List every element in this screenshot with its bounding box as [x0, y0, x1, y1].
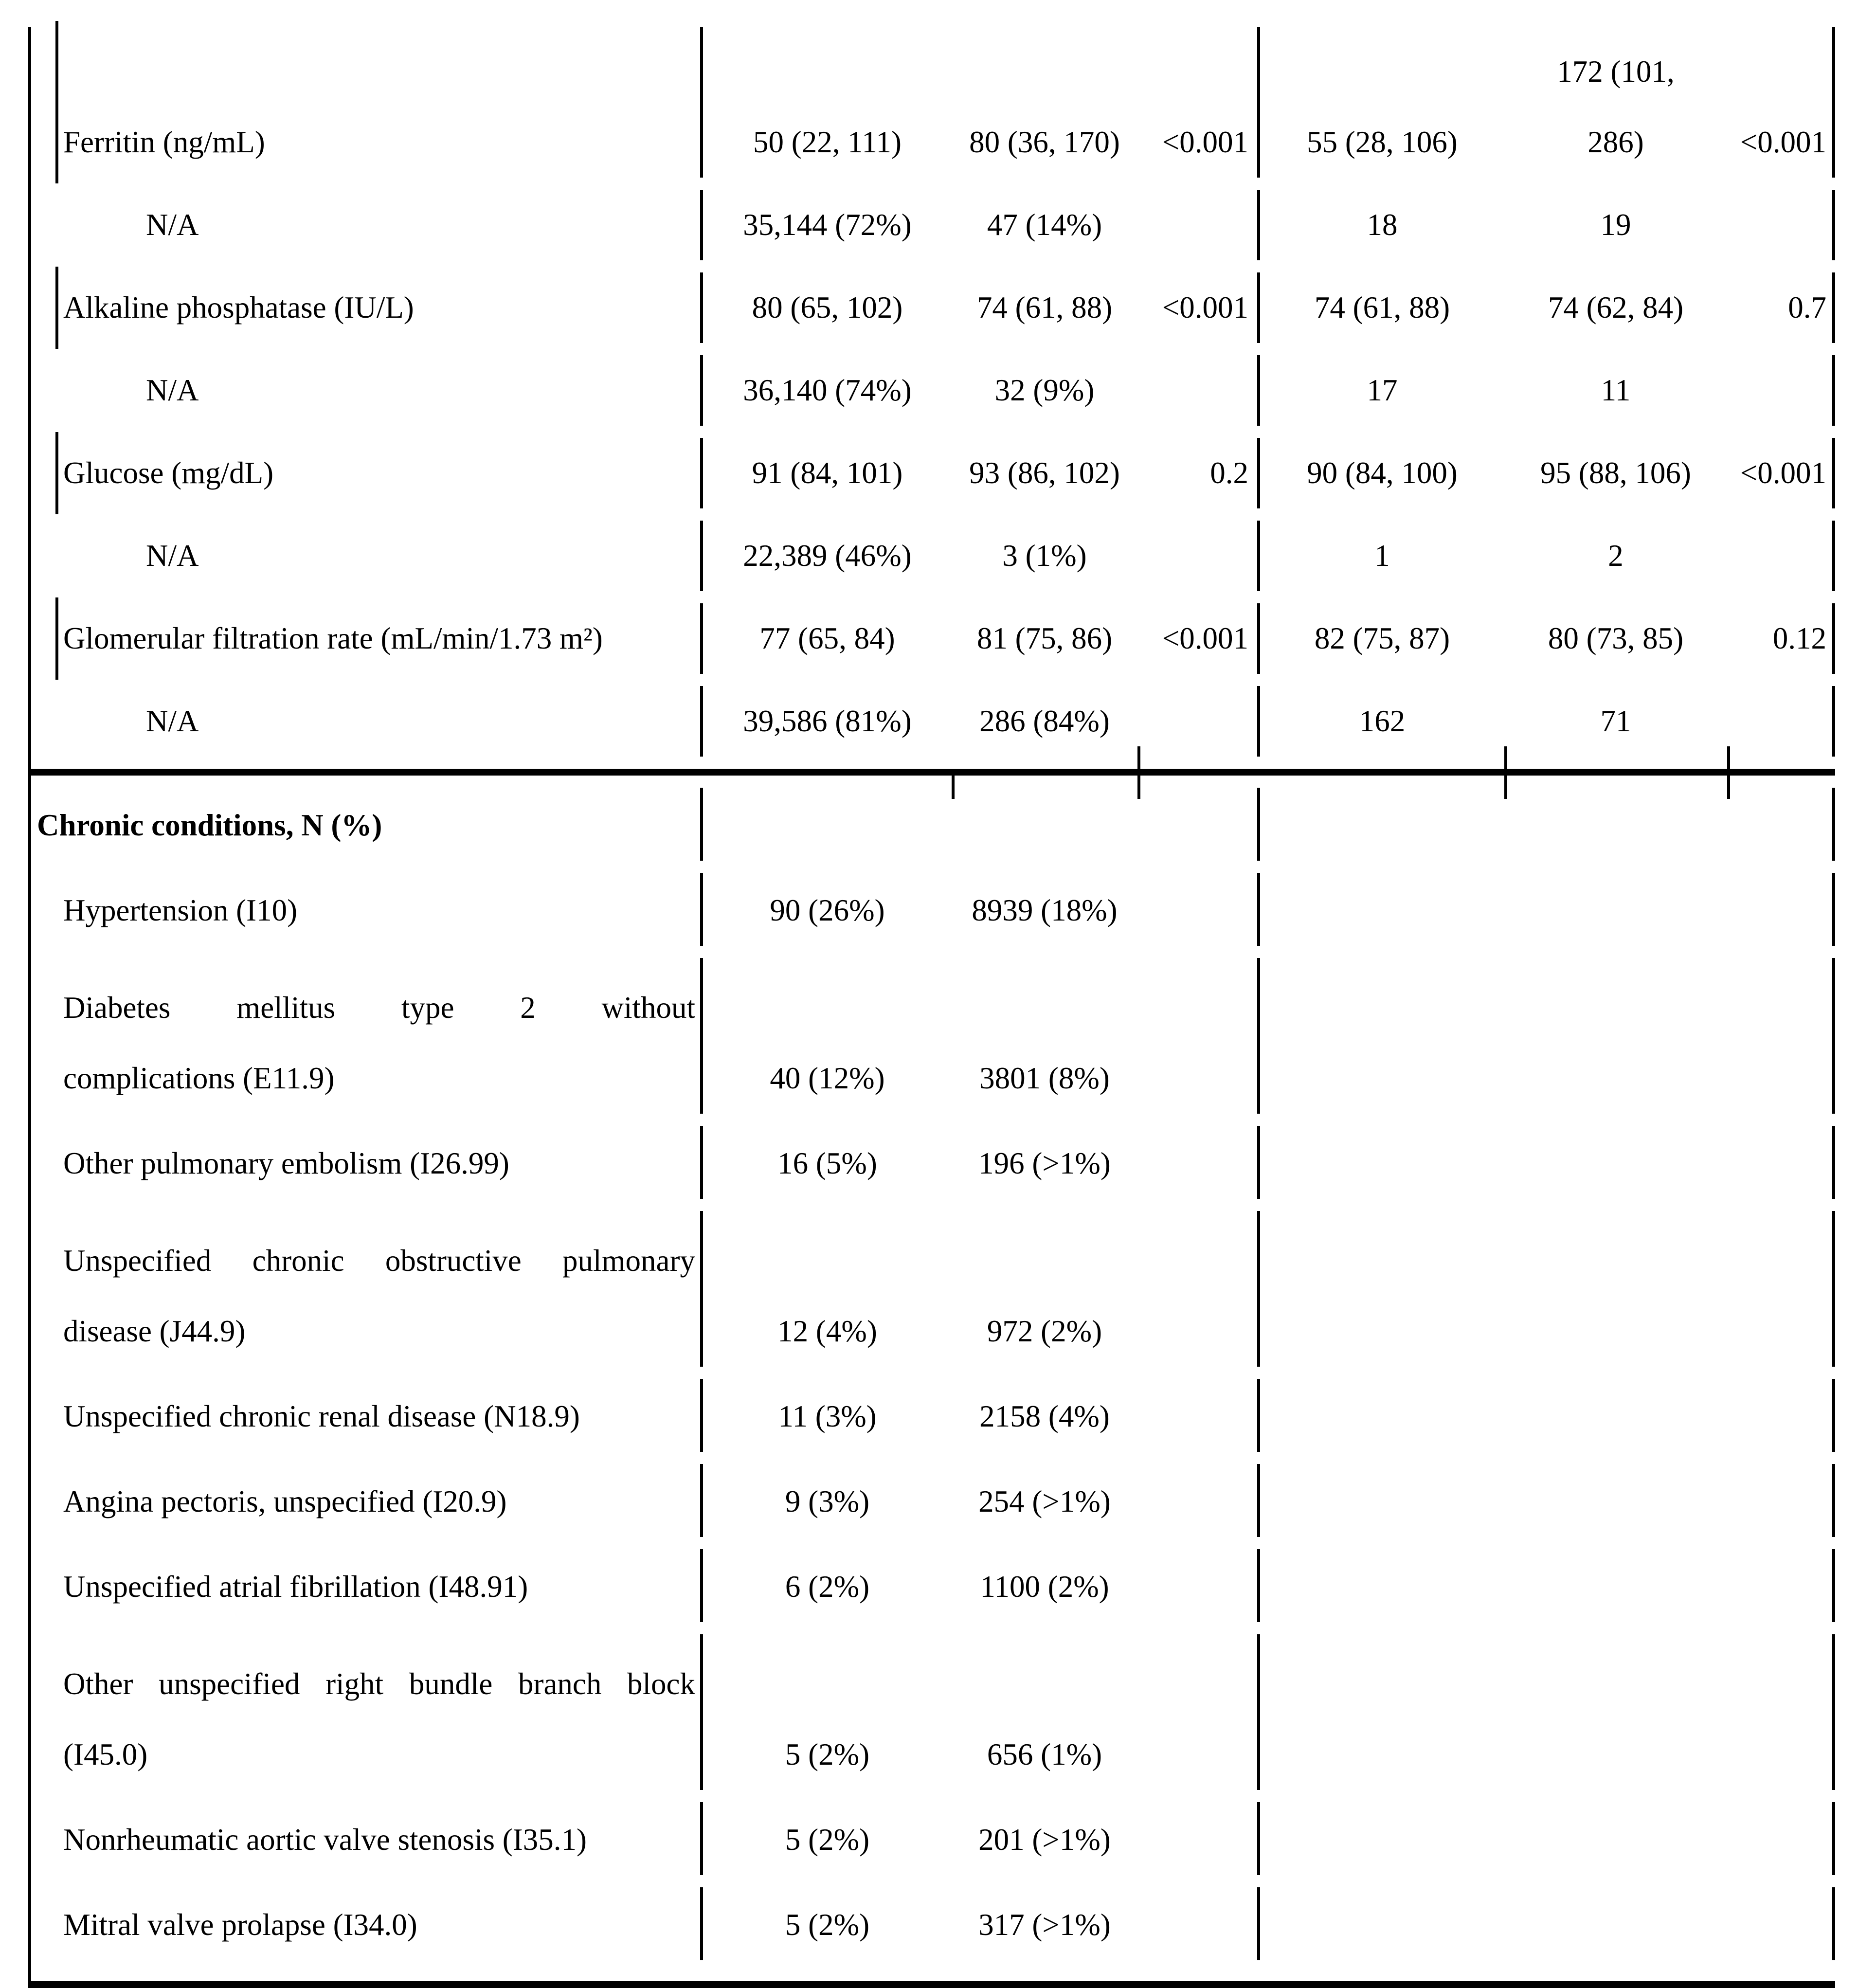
count-pct-cell: 201 (>1%): [978, 1823, 1111, 1857]
row-label-cell: [28, 686, 700, 757]
count-pct-cell: 9 (3%): [700, 1464, 952, 1537]
count-pct-cell: 6 (2%): [700, 1549, 952, 1622]
empty-cell: [1137, 1549, 1257, 1622]
p-value-cell: <0.001: [1727, 27, 1835, 178]
row-label-cell: [28, 1211, 700, 1367]
empty-cell: [1504, 1887, 1727, 1960]
row-label-cell: [28, 355, 700, 426]
empty-cell: [1137, 1464, 1257, 1537]
median-iqr-cell: [1504, 603, 1727, 674]
median-iqr-cell: 80 (36, 170): [969, 125, 1120, 159]
count-pct-cell: 196 (>1%): [978, 1146, 1111, 1180]
table-row-bundle-branch-block: [28, 1634, 1835, 1790]
table-row-diabetes: [28, 958, 1835, 1114]
row-label-cell: [28, 958, 700, 1114]
row-label: Unspecified atrial fibrillation (I48.91): [63, 1570, 528, 1604]
empty-cell: [1257, 788, 1504, 861]
value-line-2: 286): [1587, 125, 1644, 159]
p-value-cell: [1727, 355, 1835, 426]
p-value-cell: 0.2: [1210, 456, 1248, 490]
row-label-cell: [28, 1802, 700, 1875]
row-label: Nonrheumatic aortic valve stenosis (I35.1): [63, 1823, 587, 1857]
empty-cell: [1504, 1126, 1727, 1199]
table-row-renal-disease: [28, 1379, 1835, 1452]
empty-cell: [1257, 1379, 1504, 1452]
row-label-cell: [28, 438, 700, 508]
count-pct-cell: 16 (5%): [700, 1126, 952, 1199]
p-value-cell: [1727, 686, 1835, 757]
count-cell: 162: [1257, 686, 1504, 757]
table-row-alkaline-phosphatase: [28, 272, 1835, 343]
empty-cell: [1504, 1379, 1727, 1452]
empty-cell: [1504, 1464, 1727, 1537]
row-label-cell: [28, 1549, 700, 1622]
empty-cell: [1504, 873, 1727, 946]
median-iqr-cell: 74 (61, 88): [1257, 272, 1504, 343]
median-iqr-cell: 82 (75, 87): [1257, 603, 1504, 674]
row-label: N/A: [146, 208, 199, 242]
count-pct-cell: 3801 (8%): [979, 1061, 1110, 1095]
row-label-cell: [28, 521, 700, 591]
characteristics-table-continuation: [28, 0, 1835, 1988]
count-cell: 3 (1%): [1002, 539, 1087, 573]
empty-cell: [1137, 1887, 1257, 1960]
p-value-cell: <0.001: [1162, 290, 1248, 325]
empty-cell: [1137, 788, 1257, 861]
empty-cell: [1727, 1887, 1835, 1960]
table-row-glucose: [28, 438, 1835, 508]
value-line-1: 2: [1608, 539, 1623, 573]
empty-cell: [1257, 1802, 1504, 1875]
p-value-cell: <0.001: [1162, 621, 1248, 655]
empty-cell: [1727, 958, 1835, 1114]
empty-cell: [1257, 1549, 1504, 1622]
row-label: N/A: [146, 704, 199, 738]
count-cell: 18: [1257, 190, 1504, 260]
count-cell: 286 (84%): [979, 704, 1110, 738]
table-row-ferritin-na: [28, 190, 1835, 260]
count-cell: [1504, 190, 1727, 260]
table-row-mitral-valve-prolapse: [28, 1887, 1835, 1960]
median-iqr-cell: 81 (75, 86): [976, 621, 1113, 655]
table-row-pulmonary-embolism: [28, 1126, 1835, 1199]
row-label: Unspecified chronic renal disease (N18.9): [63, 1399, 580, 1433]
median-iqr-cell: 90 (84, 100): [1257, 438, 1504, 508]
empty-cell: [1727, 1802, 1835, 1875]
row-label-cell: [28, 272, 700, 343]
count-cell: 35,144 (72%): [700, 190, 952, 260]
count-pct-cell: 254 (>1%): [978, 1484, 1111, 1518]
count-cell: [1504, 521, 1727, 591]
p-value-cell: [1727, 521, 1835, 591]
count-cell: [1504, 686, 1727, 757]
row-label-line-2: (I45.0): [63, 1737, 148, 1771]
value-line-1: 95 (88, 106): [1540, 456, 1691, 490]
p-value-cell: <0.001: [1162, 125, 1248, 159]
empty-cell: [1504, 1634, 1727, 1790]
count-pct-cell: 90 (26%): [700, 873, 952, 946]
median-iqr-cell: [1504, 27, 1727, 178]
median-iqr-cell: 91 (84, 101): [700, 438, 952, 508]
empty-cell: [1727, 1549, 1835, 1622]
empty-cell: [1137, 873, 1257, 946]
count-pct-cell: 656 (1%): [987, 1737, 1102, 1771]
empty-cell: [1504, 1549, 1727, 1622]
count-cell: 36,140 (74%): [700, 355, 952, 426]
count-cell: 22,389 (46%): [700, 521, 952, 591]
row-label-cell: [28, 603, 700, 674]
median-iqr-cell: 55 (28, 106): [1257, 27, 1504, 178]
table-row-glucose-na: [28, 521, 1835, 591]
empty-cell: [1257, 1887, 1504, 1960]
table-row-gfr-na: [28, 686, 1835, 757]
p-value-cell: [1137, 190, 1257, 260]
p-value-cell: [1727, 190, 1835, 260]
row-label: N/A: [146, 539, 199, 573]
table-row-angina: [28, 1464, 1835, 1537]
row-label-cell: [28, 1887, 700, 1960]
empty-cell: [1727, 1379, 1835, 1452]
empty-cell: [1727, 1126, 1835, 1199]
row-label: Angina pectoris, unspecified (I20.9): [63, 1484, 507, 1518]
count-cell: 17: [1257, 355, 1504, 426]
empty-cell: [1257, 1634, 1504, 1790]
empty-cell: [1137, 1126, 1257, 1199]
median-iqr-cell: [1504, 438, 1727, 508]
p-value-cell: 0.12: [1727, 603, 1835, 674]
empty-cell: [1727, 788, 1835, 861]
count-pct-cell: 972 (2%): [987, 1314, 1102, 1348]
row-label-line-1: Unspecified chronic obstructive pulmonary: [63, 1244, 695, 1278]
empty-cell: [1257, 1126, 1504, 1199]
median-iqr-cell: [1504, 272, 1727, 343]
row-label-cell: [28, 1634, 700, 1790]
empty-cell: [1257, 1211, 1504, 1367]
empty-cell: [1727, 1464, 1835, 1537]
empty-cell: [1504, 958, 1727, 1114]
row-label: Mitral valve prolapse (I34.0): [63, 1908, 417, 1942]
count-pct-cell: 2158 (4%): [979, 1399, 1110, 1433]
row-label-cell: [28, 1379, 700, 1452]
table-row-alkaline-na: [28, 355, 1835, 426]
row-label: Ferritin (ng/mL): [63, 125, 265, 159]
row-label: Hypertension (I10): [63, 893, 298, 927]
value-line-1: 74 (62, 84): [1548, 290, 1684, 325]
empty-cell: [1257, 1464, 1504, 1537]
row-label: Glucose (mg/dL): [63, 456, 274, 490]
count-pct-cell: 8939 (18%): [972, 893, 1118, 927]
empty-cell: [1137, 958, 1257, 1114]
count-pct-cell: 317 (>1%): [978, 1908, 1111, 1942]
empty-cell: [1727, 1211, 1835, 1367]
p-value-cell: 0.7: [1727, 272, 1835, 343]
value-line-1: 19: [1600, 208, 1631, 242]
table-row-ferritin: [28, 27, 1835, 178]
value-line-1: 172 (101,: [1557, 54, 1675, 89]
count-cell: 39,586 (81%): [700, 686, 952, 757]
empty-cell: [1257, 958, 1504, 1114]
row-label: Other pulmonary embolism (I26.99): [63, 1146, 509, 1180]
count-pct-cell: 5 (2%): [700, 1802, 952, 1875]
row-label-line-1: Other unspecified right bundle branch block: [63, 1667, 695, 1701]
row-label: Glomerular filtration rate (mL/min/1.73 m²): [63, 621, 603, 655]
table-row-gfr: [28, 603, 1835, 674]
chronic-conditions-section: [28, 776, 1835, 1972]
p-value-cell: <0.001: [1727, 438, 1835, 508]
p-value-cell: [1137, 355, 1257, 426]
table-bottom-rule: [28, 1981, 1835, 1988]
section-divider-rule: [28, 769, 1835, 776]
median-iqr-cell: 77 (65, 84): [700, 603, 952, 674]
empty-cell: [1727, 873, 1835, 946]
empty-cell: [700, 788, 952, 861]
empty-cell: [1504, 788, 1727, 861]
count-pct-cell: 1100 (2%): [980, 1570, 1109, 1604]
empty-cell: [1137, 1802, 1257, 1875]
row-label-line-1: Diabetes mellitus type 2 without: [63, 991, 695, 1025]
count-pct-cell: 40 (12%): [700, 958, 952, 1114]
row-label: N/A: [146, 373, 199, 407]
count-pct-cell: 12 (4%): [700, 1211, 952, 1367]
median-iqr-cell: 93 (86, 102): [969, 456, 1120, 490]
count-pct-cell: 11 (3%): [700, 1379, 952, 1452]
row-label-line-2: disease (J44.9): [63, 1314, 246, 1348]
count-cell: 1: [1257, 521, 1504, 591]
table-row-hypertension: [28, 873, 1835, 946]
row-label-cell: [28, 190, 700, 260]
empty-cell: [1257, 873, 1504, 946]
count-cell: 32 (9%): [994, 373, 1095, 407]
value-line-1: 11: [1601, 373, 1631, 407]
count-cell: [1504, 355, 1727, 426]
table-row-copd: [28, 1211, 1835, 1367]
empty-cell: [1137, 1634, 1257, 1790]
count-cell: 47 (14%): [987, 208, 1102, 242]
empty-cell: [1504, 1211, 1727, 1367]
empty-cell: [1137, 1379, 1257, 1452]
empty-cell: [1727, 1634, 1835, 1790]
empty-cell: [1137, 1211, 1257, 1367]
row-label-cell: [28, 27, 700, 178]
section-header-cell: [28, 788, 700, 861]
row-label-cell: [28, 1464, 700, 1537]
table-row-section-header: [28, 788, 1835, 861]
value-line-1: 80 (73, 85): [1548, 621, 1684, 655]
count-pct-cell: 5 (2%): [700, 1634, 952, 1790]
row-label-cell: [28, 873, 700, 946]
row-label: Alkaline phosphatase (IU/L): [63, 290, 414, 325]
table-row-aortic-valve-stenosis: [28, 1802, 1835, 1875]
lab-values-section: [28, 15, 1835, 769]
median-iqr-cell: 50 (22, 111): [700, 27, 952, 178]
p-value-cell: [1137, 521, 1257, 591]
section-header-label: Chronic conditions, N (%): [37, 808, 382, 842]
row-label-cell: [28, 1126, 700, 1199]
empty-cell: [1504, 1802, 1727, 1875]
median-iqr-cell: 80 (65, 102): [700, 272, 952, 343]
median-iqr-cell: 74 (61, 88): [976, 290, 1113, 325]
row-label-line-2: complications (E11.9): [63, 1061, 335, 1095]
table-row-atrial-fibrillation: [28, 1549, 1835, 1622]
value-line-1: 71: [1600, 704, 1631, 738]
count-pct-cell: 5 (2%): [700, 1887, 952, 1960]
empty-cell: [952, 788, 1137, 861]
p-value-cell: [1137, 686, 1257, 757]
